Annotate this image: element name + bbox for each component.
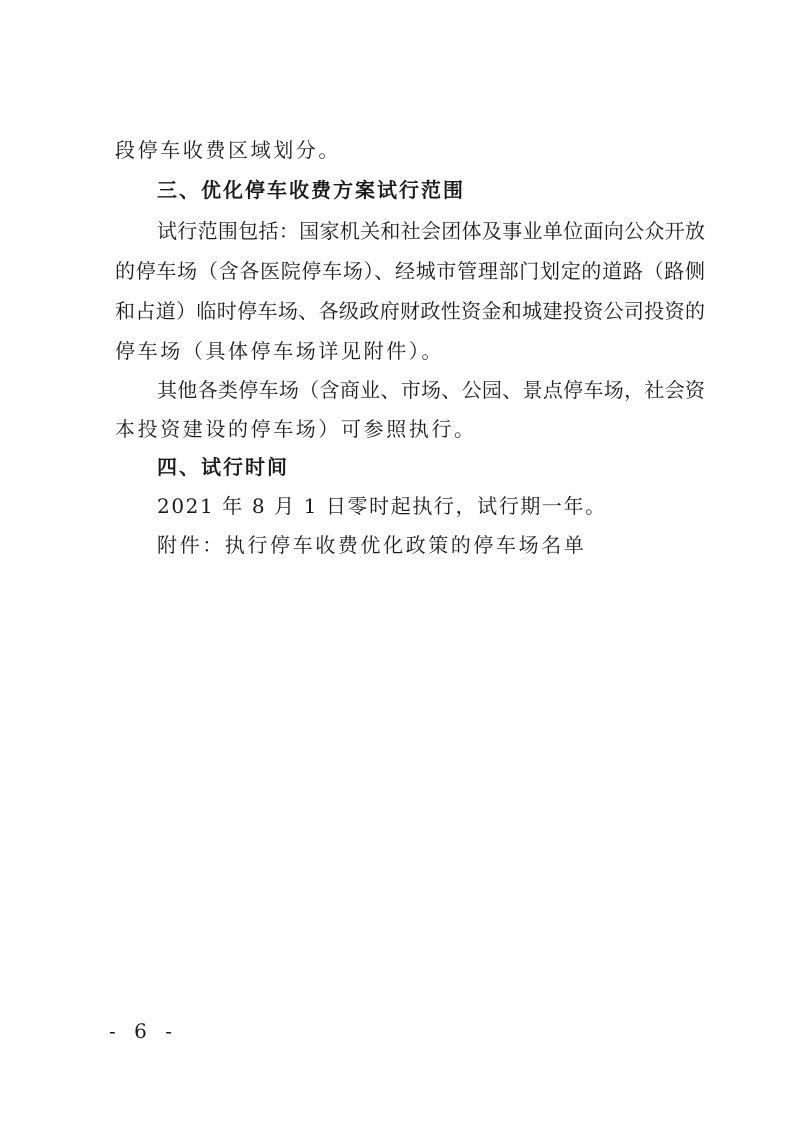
paragraph-scope-line-2: 的停车场（含各医院停车场）、经城市管理部门划定的道路（路侧	[115, 259, 705, 283]
page-number: - 6 -	[109, 1019, 178, 1043]
attachment-line: 附件：执行停车收费优化政策的停车场名单	[157, 533, 587, 557]
section-heading-scope: 三、优化停车收费方案试行范围	[157, 178, 465, 202]
paragraph-scope-line-3: 和占道）临时停车场、各级政府财政性资金和城建投资公司投资的	[115, 299, 705, 323]
paragraph-time: 2021 年 8 月 1 日零时起执行，试行期一年。	[157, 494, 607, 518]
paragraph-line-continuation: 段停车收费区域划分。	[115, 138, 341, 162]
section-heading-time: 四、试行时间	[157, 455, 289, 479]
paragraph-scope-line-4: 停车场（具体停车场详见附件）。	[115, 339, 444, 363]
paragraph-scope-line-1: 试行范围包括：国家机关和社会团体及事业单位面向公众开放	[157, 219, 705, 243]
paragraph-other-line-2: 本投资建设的停车场）可参照执行。	[115, 417, 477, 441]
paragraph-other-line-1: 其他各类停车场（含商业、市场、公园、景点停车场，社会资	[157, 378, 705, 402]
